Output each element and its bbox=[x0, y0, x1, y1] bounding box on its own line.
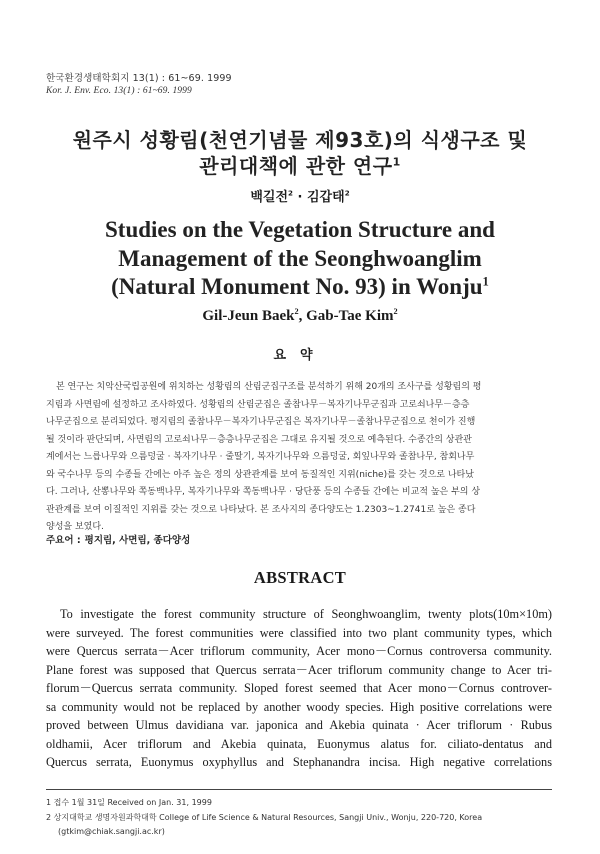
abstract-line: Quercus serrata, Euonymus oxyphyllus and Stephanandra incisa. High negative correlations bbox=[46, 755, 552, 769]
summary-line: 와 국수나무 등의 수종들 간에는 아주 높은 정의 상관관계를 보여 동질적인 지위(niche)를 갖는 것으로 나타났 bbox=[46, 469, 474, 480]
english-title-line-1: Studies on the Vegetation Structure and bbox=[105, 217, 495, 242]
korean-title-line-1: 원주시 성황림(천연기념물 제93호)의 식생구조 및 bbox=[72, 128, 528, 152]
abstract-line: Plane forest was supposed that Quercus serrata－Acer triflorum community change to Acer tri- bbox=[46, 662, 552, 677]
footnote-received: 1 접수 1월 31일 Received on Jan. 31, 1999 bbox=[46, 798, 212, 807]
author-separator: , bbox=[298, 308, 307, 324]
abstract-line: To investigate the forest community structure of Seonghwoanglim, twenty plots(10m×10m) bbox=[60, 607, 552, 621]
korean-title-line-2 bbox=[0, 150, 600, 179]
footnote-email: (gtkim@chiak.sangji.ac.kr) bbox=[58, 827, 165, 836]
english-title-text: (Natural Monument No. 93) in Wonju bbox=[111, 274, 483, 299]
author-separator: · bbox=[293, 190, 307, 205]
journal-header-korean: 한국환경생태학회지 13(1) : 61~69. 1999 bbox=[46, 73, 232, 84]
footnote-rule bbox=[46, 789, 552, 790]
footnote-marker: 1 bbox=[482, 274, 489, 289]
korean-title-text: 관리대책에 관한 연구 bbox=[199, 154, 393, 178]
summary-line: 나무군집으로 분리되었다. 평지림의 졸참나무－복자기나무군집은 복자기나무－졸참나무군집으로 천이가 진행 bbox=[46, 417, 476, 427]
summary-heading: 요약 bbox=[273, 348, 327, 363]
summary-line: 지림과 사면림에 설정하고 조사하였다. 성황림의 산림군집은 졸참나무－복자기나무군집과 고로쇠나무－층층 bbox=[46, 399, 470, 410]
korean-authors bbox=[0, 186, 600, 205]
abstract-line: oldhamii, Acer triflorum and Akebia quinata, Euonymus alatus for. ciliato-dentatus and bbox=[46, 736, 552, 751]
english-title-line-3 bbox=[0, 274, 600, 300]
keywords-label: 주요어 : bbox=[46, 535, 81, 546]
author-1-ko: 백길전 bbox=[250, 190, 289, 205]
keywords bbox=[46, 532, 190, 546]
summary-line: 다. 그러나, 산뽕나무와 쪽동백나무, 복자기나무와 쪽동백나무 · 당단풍 등의 수종들 간에는 비교적 높은 부의 상 bbox=[46, 487, 481, 497]
summary-line: 관관계를 보여 이질적인 지위를 갖는 것으로 나타났다. 본 조사지의 종다양도는 1.2303~1.2741로 높은 종다 bbox=[46, 504, 476, 515]
affiliation-marker: 2 bbox=[294, 307, 299, 316]
abstract-line: sa community would not be replaced by another woody species. High positive correlations were bbox=[46, 699, 552, 714]
english-authors bbox=[0, 308, 600, 325]
abstract-heading: ABSTRACT bbox=[253, 568, 347, 587]
author-1-en: Gil-Jeun Baek bbox=[202, 308, 295, 324]
author-2-en: Gab-Tae Kim bbox=[306, 308, 394, 324]
affiliation-marker: 2 bbox=[288, 188, 293, 198]
affiliation-marker: 2 bbox=[344, 188, 350, 198]
keywords-value: 평지림, 사면림, 종다양성 bbox=[84, 535, 191, 546]
english-abstract bbox=[46, 605, 552, 772]
summary-line: 계에서는 느릅나무와 으름덩굴 · 복자기나무 · 줄딸기, 복자기나무와 으름덩굴, 회잎나무와 졸참나무, 참회나무 bbox=[46, 452, 475, 462]
abstract-line: were surveyed. The forest communities were classified into two plant community types, which bbox=[46, 625, 552, 640]
abstract-line: florum－Quercus serrata community. Sloped forest seemed that Acer mono－Cornus controver- bbox=[46, 681, 552, 695]
english-title-line-2: Management of the Seonghwoanglim bbox=[118, 246, 482, 271]
summary-line: 본 연구는 치악산국립공원에 위치하는 성황림의 산림군집구조를 분석하기 위해 20개의 조사구를 성황림의 평 bbox=[56, 382, 482, 392]
footnote-marker: 1 bbox=[392, 155, 401, 169]
korean-summary bbox=[46, 379, 552, 537]
abstract-line: proved between Ulmus davidiana var. japonica and Akebia quinata · Acer triflorum · Rubus bbox=[46, 718, 552, 732]
abstract-line: were Quercus serrata－Acer triflorum community, Acer mono－Cornus controversa community. bbox=[46, 644, 552, 658]
author-2-ko: 김갑태 bbox=[307, 190, 345, 205]
journal-header-english: Kor. J. Env. Eco. 13(1) : 61~69. 1999 bbox=[46, 86, 192, 96]
summary-line: 양성을 보였다. bbox=[46, 522, 104, 532]
footnote-affiliation: 2 상지대학교 생명자원과학대학 College of Life Science & Natural Resources, Sangji Univ., Wonju, 220-720, Korea bbox=[46, 813, 483, 822]
affiliation-marker: 2 bbox=[393, 307, 398, 316]
summary-line: 될 것이라 판단되며, 사면림의 고로쇠나무－층층나무군집은 그대로 유지될 것으로 예측된다. 수종간의 상관관 bbox=[46, 434, 472, 445]
